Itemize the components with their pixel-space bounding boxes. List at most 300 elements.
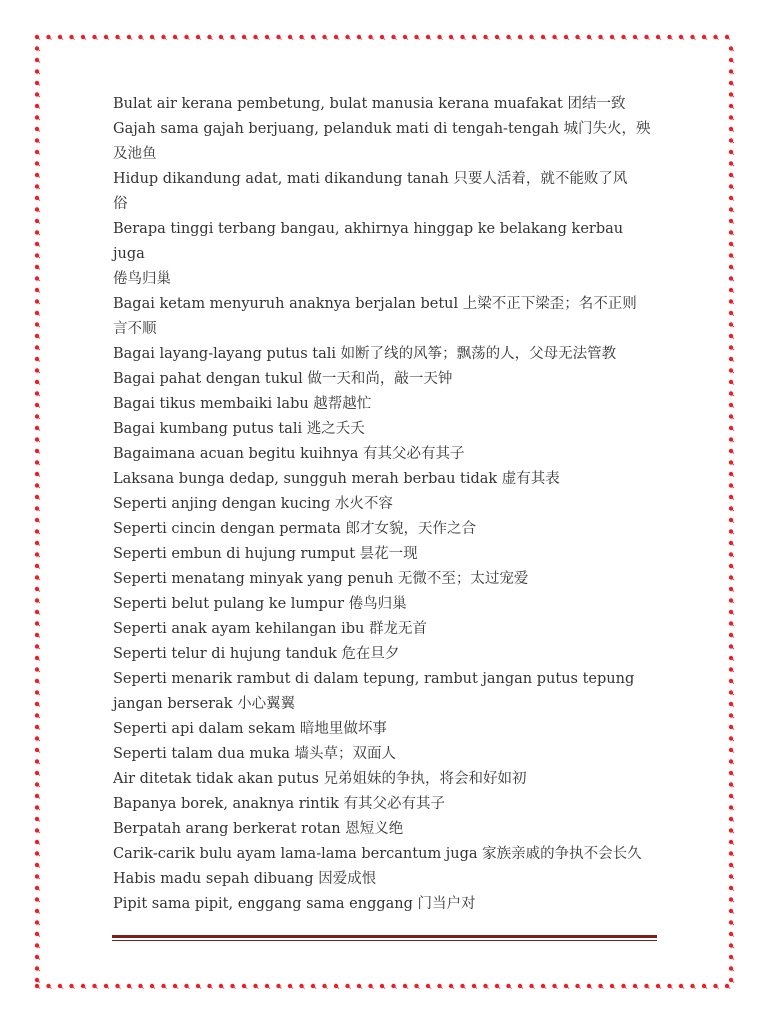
border-dot — [729, 874, 734, 879]
border-dot — [35, 702, 40, 707]
border-dot — [729, 92, 734, 97]
border-dot — [115, 984, 120, 989]
border-dot — [518, 984, 523, 989]
border-dot — [35, 138, 40, 143]
border-dot — [729, 828, 734, 833]
border-dot — [729, 541, 734, 546]
proverb-line: Bagai layang-layang putus tali 如断了线的风筝；飘荡的人，父母无法管教 — [113, 346, 617, 362]
border-dot — [35, 311, 40, 316]
border-dot — [729, 58, 734, 63]
border-dot — [150, 35, 155, 40]
border-dot — [729, 173, 734, 178]
border-dot — [35, 173, 40, 178]
border-dot — [729, 334, 734, 339]
border-dot — [437, 984, 442, 989]
border-dot — [196, 35, 201, 40]
proverb-line: Seperti belut pulang ke lumpur 倦鸟归巢 — [113, 596, 407, 612]
border-dot — [35, 449, 40, 454]
border-dot — [729, 713, 734, 718]
border-dot — [35, 426, 40, 431]
border-dot — [265, 984, 270, 989]
border-dot — [35, 863, 40, 868]
border-dot — [299, 984, 304, 989]
border-dot — [729, 115, 734, 120]
border-dot — [35, 46, 40, 51]
border-dot — [299, 35, 304, 40]
border-dot — [483, 984, 488, 989]
border-dot — [242, 35, 247, 40]
border-dot — [729, 552, 734, 557]
border-dot — [35, 414, 40, 419]
border-dot — [219, 35, 224, 40]
border-dot — [276, 984, 281, 989]
border-dot — [729, 840, 734, 845]
proverb-line: Seperti cincin dengan permata 郎才女貌，天作之合 — [113, 521, 477, 537]
border-dot — [35, 759, 40, 764]
proverb-line: Carik-carik bulu ayam lama-lama bercantum juga 家族亲戚的争执不会长久 — [113, 846, 642, 862]
border-dot — [729, 380, 734, 385]
border-dot — [35, 984, 40, 989]
border-dot — [729, 150, 734, 155]
border-dot — [161, 35, 166, 40]
border-dot — [729, 391, 734, 396]
border-dot — [35, 368, 40, 373]
proverb-line: Laksana bunga dedap, sungguh merah berbau tidak 虚有其表 — [113, 471, 560, 487]
border-dot — [81, 984, 86, 989]
border-dot — [35, 886, 40, 891]
border-dot — [729, 46, 734, 51]
border-dot — [729, 242, 734, 247]
border-dot — [173, 984, 178, 989]
border-dot — [729, 506, 734, 511]
border-dot — [729, 69, 734, 74]
border-dot — [207, 35, 212, 40]
border-dot — [150, 984, 155, 989]
border-dot — [729, 265, 734, 270]
footer-divider — [112, 935, 657, 943]
border-dot — [713, 984, 718, 989]
border-dot — [403, 984, 408, 989]
border-dot — [35, 748, 40, 753]
border-dot — [729, 207, 734, 212]
border-dot — [357, 35, 362, 40]
border-dot — [729, 299, 734, 304]
border-dot — [35, 529, 40, 534]
border-dot — [729, 184, 734, 189]
border-dot — [35, 184, 40, 189]
border-dot — [35, 345, 40, 350]
border-dot — [729, 966, 734, 971]
border-dot — [644, 984, 649, 989]
border-dot — [483, 35, 488, 40]
border-dot — [46, 984, 51, 989]
border-dot — [35, 782, 40, 787]
border-dot — [621, 984, 626, 989]
border-dot — [35, 518, 40, 523]
footer-divider-thick-line — [112, 935, 657, 938]
border-dot — [529, 35, 534, 40]
border-dot — [35, 391, 40, 396]
border-dot — [729, 311, 734, 316]
border-dot — [610, 984, 615, 989]
border-dot — [334, 35, 339, 40]
border-dot — [729, 357, 734, 362]
proverb-line: Seperti anak ayam kehilangan ibu 群龙无首 — [113, 621, 427, 637]
border-dot — [35, 598, 40, 603]
border-dot — [322, 984, 327, 989]
proverb-line: Gajah sama gajah berjuang, pelanduk mati di tengah-tengah 城门失火，殃 — [113, 121, 651, 137]
border-dot — [729, 127, 734, 132]
border-dot — [729, 437, 734, 442]
border-dot — [35, 472, 40, 477]
border-dot — [426, 35, 431, 40]
border-dot — [253, 35, 258, 40]
border-dot — [368, 35, 373, 40]
border-dot — [729, 932, 734, 937]
border-dot — [541, 35, 546, 40]
border-dot — [610, 35, 615, 40]
proverb-line: 及池鱼 — [113, 146, 157, 162]
border-dot — [35, 69, 40, 74]
border-dot — [35, 805, 40, 810]
border-dot — [391, 35, 396, 40]
border-dot — [729, 161, 734, 166]
border-dot — [729, 851, 734, 856]
border-dot — [729, 633, 734, 638]
border-dot — [437, 35, 442, 40]
border-dot — [729, 345, 734, 350]
border-dot — [729, 276, 734, 281]
border-dot — [35, 771, 40, 776]
border-dot — [35, 794, 40, 799]
border-dot — [35, 920, 40, 925]
proverb-line: Bagai pahat dengan tukul 做一天和尚，敲一天钟 — [113, 371, 453, 387]
border-dot — [35, 817, 40, 822]
border-dot — [127, 35, 132, 40]
border-dot — [35, 380, 40, 385]
border-dot — [460, 35, 465, 40]
border-dot — [35, 322, 40, 327]
proverb-line: Habis madu sepah dibuang 因爱成恨 — [113, 871, 377, 887]
border-dot — [656, 984, 661, 989]
proverb-line: Air ditetak tidak akan putus 兄弟姐妹的争执，将会和好如初 — [113, 771, 527, 787]
border-dot — [35, 207, 40, 212]
proverb-line: Bagai ketam menyuruh anaknya berjalan betul 上梁不正下梁歪；名不正则 — [113, 296, 637, 312]
border-dot — [35, 460, 40, 465]
proverb-line: Seperti embun di hujung rumput 昙花一现 — [113, 546, 418, 562]
border-dot — [729, 81, 734, 86]
border-dot — [587, 35, 592, 40]
border-dot — [729, 138, 734, 143]
border-dot — [729, 288, 734, 293]
border-dot — [35, 495, 40, 500]
border-dot — [729, 529, 734, 534]
border-dot — [403, 35, 408, 40]
border-dot — [35, 656, 40, 661]
border-dot — [702, 35, 707, 40]
border-dot — [35, 943, 40, 948]
border-dot — [368, 984, 373, 989]
border-dot — [173, 35, 178, 40]
border-dot — [414, 984, 419, 989]
border-dot — [426, 984, 431, 989]
border-dot — [35, 242, 40, 247]
border-dot — [35, 587, 40, 592]
border-dot — [265, 35, 270, 40]
border-dot — [35, 104, 40, 109]
border-dot — [311, 984, 316, 989]
border-dot — [656, 35, 661, 40]
border-dot — [564, 35, 569, 40]
border-dot — [729, 782, 734, 787]
border-dot — [35, 150, 40, 155]
border-dot — [276, 35, 281, 40]
border-dot — [69, 984, 74, 989]
border-dot — [35, 265, 40, 270]
border-dot — [35, 437, 40, 442]
border-dot — [35, 621, 40, 626]
border-dot — [35, 966, 40, 971]
border-dot — [35, 299, 40, 304]
border-dot — [729, 759, 734, 764]
border-dot — [729, 679, 734, 684]
border-dot — [729, 230, 734, 235]
border-dot — [690, 984, 695, 989]
border-dot — [518, 35, 523, 40]
border-dot — [46, 35, 51, 40]
border-dot — [667, 35, 672, 40]
border-dot — [380, 984, 385, 989]
border-dot — [345, 35, 350, 40]
border-dot — [230, 35, 235, 40]
border-dot — [729, 656, 734, 661]
border-dot — [729, 690, 734, 695]
border-dot — [529, 984, 534, 989]
border-dot — [729, 449, 734, 454]
border-dot — [729, 943, 734, 948]
border-dot — [35, 978, 40, 983]
border-dot — [621, 35, 626, 40]
border-dot — [35, 276, 40, 281]
border-dot — [161, 984, 166, 989]
border-dot — [35, 932, 40, 937]
border-dot — [729, 598, 734, 603]
border-dot — [357, 984, 362, 989]
border-dot — [729, 403, 734, 408]
proverb-line: 倦鸟归巢 — [113, 271, 171, 287]
proverb-line: Bagai kumbang putus tali 逃之夭夭 — [113, 421, 365, 437]
proverb-line: Hidup dikandung adat, mati dikandung tanah 只要人活着，就不能败了风 — [113, 171, 628, 187]
border-dot — [35, 575, 40, 580]
border-dot — [460, 984, 465, 989]
border-dot — [713, 35, 718, 40]
border-dot — [35, 713, 40, 718]
border-dot — [35, 725, 40, 730]
border-dot — [729, 644, 734, 649]
border-dot — [729, 771, 734, 776]
border-dot — [35, 541, 40, 546]
border-dot — [633, 35, 638, 40]
border-dot — [729, 886, 734, 891]
border-dot — [196, 984, 201, 989]
border-dot — [725, 35, 730, 40]
border-dot — [587, 984, 592, 989]
border-dot — [230, 984, 235, 989]
border-dot — [35, 92, 40, 97]
border-dot — [391, 984, 396, 989]
border-dot — [729, 414, 734, 419]
border-dot — [552, 35, 557, 40]
border-dot — [729, 805, 734, 810]
border-dot — [729, 460, 734, 465]
border-dot — [729, 748, 734, 753]
border-dot — [138, 35, 143, 40]
border-dot — [729, 564, 734, 569]
border-dot — [35, 127, 40, 132]
border-dot — [288, 35, 293, 40]
border-dot — [679, 984, 684, 989]
proverb-line: Bagaimana acuan begitu kuihnya 有其父必有其子 — [113, 446, 465, 462]
border-dot — [725, 984, 730, 989]
border-dot — [598, 984, 603, 989]
border-dot — [35, 230, 40, 235]
border-dot — [729, 736, 734, 741]
border-dot — [729, 196, 734, 201]
border-dot — [729, 472, 734, 477]
border-dot — [92, 984, 97, 989]
border-dot — [667, 984, 672, 989]
border-dot — [564, 984, 569, 989]
border-dot — [35, 610, 40, 615]
border-dot — [729, 794, 734, 799]
border-dot — [729, 518, 734, 523]
border-dot — [35, 403, 40, 408]
border-dot — [633, 984, 638, 989]
border-dot — [35, 679, 40, 684]
border-dot — [729, 610, 734, 615]
border-dot — [729, 725, 734, 730]
border-dot — [345, 984, 350, 989]
border-dot — [729, 368, 734, 373]
border-dot — [414, 35, 419, 40]
border-dot — [184, 35, 189, 40]
proverb-line: Seperti api dalam sekam 暗地里做坏事 — [113, 721, 387, 737]
border-dot — [334, 984, 339, 989]
border-dot — [506, 984, 511, 989]
proverb-line: 言不顺 — [113, 321, 157, 337]
border-dot — [598, 35, 603, 40]
border-dot — [729, 575, 734, 580]
border-dot — [35, 955, 40, 960]
border-dot — [35, 506, 40, 511]
border-dot — [729, 897, 734, 902]
border-dot — [729, 978, 734, 983]
border-dot — [35, 219, 40, 224]
border-dot — [35, 58, 40, 63]
proverb-line: Seperti menatang minyak yang penuh 无微不至；太过宠爱 — [113, 571, 529, 587]
border-dot — [380, 35, 385, 40]
proverb-line: jangan berserak 小心翼翼 — [113, 696, 296, 712]
border-dot — [242, 984, 247, 989]
border-dot — [81, 35, 86, 40]
border-dot — [35, 35, 40, 40]
border-dot — [644, 35, 649, 40]
border-dot — [219, 984, 224, 989]
border-dot — [729, 863, 734, 868]
border-dot — [729, 322, 734, 327]
footer-divider-thin-line — [112, 940, 657, 941]
proverb-line: Bapanya borek, anaknya rintik 有其父必有其子 — [113, 796, 446, 812]
border-dot — [729, 495, 734, 500]
border-dot — [322, 35, 327, 40]
border-dot — [35, 690, 40, 695]
border-dot — [184, 984, 189, 989]
border-dot — [541, 984, 546, 989]
border-dot — [35, 115, 40, 120]
border-dot — [35, 874, 40, 879]
border-dot — [35, 828, 40, 833]
border-dot — [58, 35, 63, 40]
border-dot — [35, 851, 40, 856]
border-dot — [729, 104, 734, 109]
border-dot — [35, 644, 40, 649]
border-dot — [729, 909, 734, 914]
border-dot — [729, 667, 734, 672]
border-dot — [552, 984, 557, 989]
border-dot — [495, 35, 500, 40]
border-dot — [690, 35, 695, 40]
border-dot — [35, 633, 40, 638]
border-dot — [35, 196, 40, 201]
border-dot — [35, 909, 40, 914]
border-dot — [729, 621, 734, 626]
border-dot — [729, 483, 734, 488]
border-dot — [472, 35, 477, 40]
border-dot — [35, 334, 40, 339]
proverb-line: Berapa tinggi terbang bangau, akhirnya hinggap ke belakang kerbau juga — [113, 221, 624, 262]
border-dot — [35, 483, 40, 488]
border-dot — [449, 35, 454, 40]
proverb-line: Bagai tikus membaiki labu 越帮越忙 — [113, 396, 372, 412]
border-dot — [92, 35, 97, 40]
border-dot — [104, 35, 109, 40]
border-dot — [288, 984, 293, 989]
border-dot — [35, 161, 40, 166]
border-dot — [729, 920, 734, 925]
border-dot — [35, 736, 40, 741]
border-dot — [35, 357, 40, 362]
border-dot — [253, 984, 258, 989]
border-dot — [575, 35, 580, 40]
border-dot — [35, 552, 40, 557]
border-dot — [729, 817, 734, 822]
proverb-line: Berpatah arang berkerat rotan 恩短义绝 — [113, 821, 404, 837]
border-dot — [729, 253, 734, 258]
proverb-list — [113, 92, 658, 917]
border-dot — [69, 35, 74, 40]
border-dot — [729, 426, 734, 431]
border-dot — [35, 253, 40, 258]
border-dot — [679, 35, 684, 40]
border-dot — [35, 81, 40, 86]
border-dot — [115, 35, 120, 40]
proverb-line: Seperti anjing dengan kucing 水火不容 — [113, 496, 393, 512]
border-dot — [35, 840, 40, 845]
border-dot — [702, 984, 707, 989]
border-dot — [58, 984, 63, 989]
proverb-line: Seperti menarik rambut di dalam tepung, rambut jangan putus tepung — [113, 671, 635, 687]
border-dot — [138, 984, 143, 989]
